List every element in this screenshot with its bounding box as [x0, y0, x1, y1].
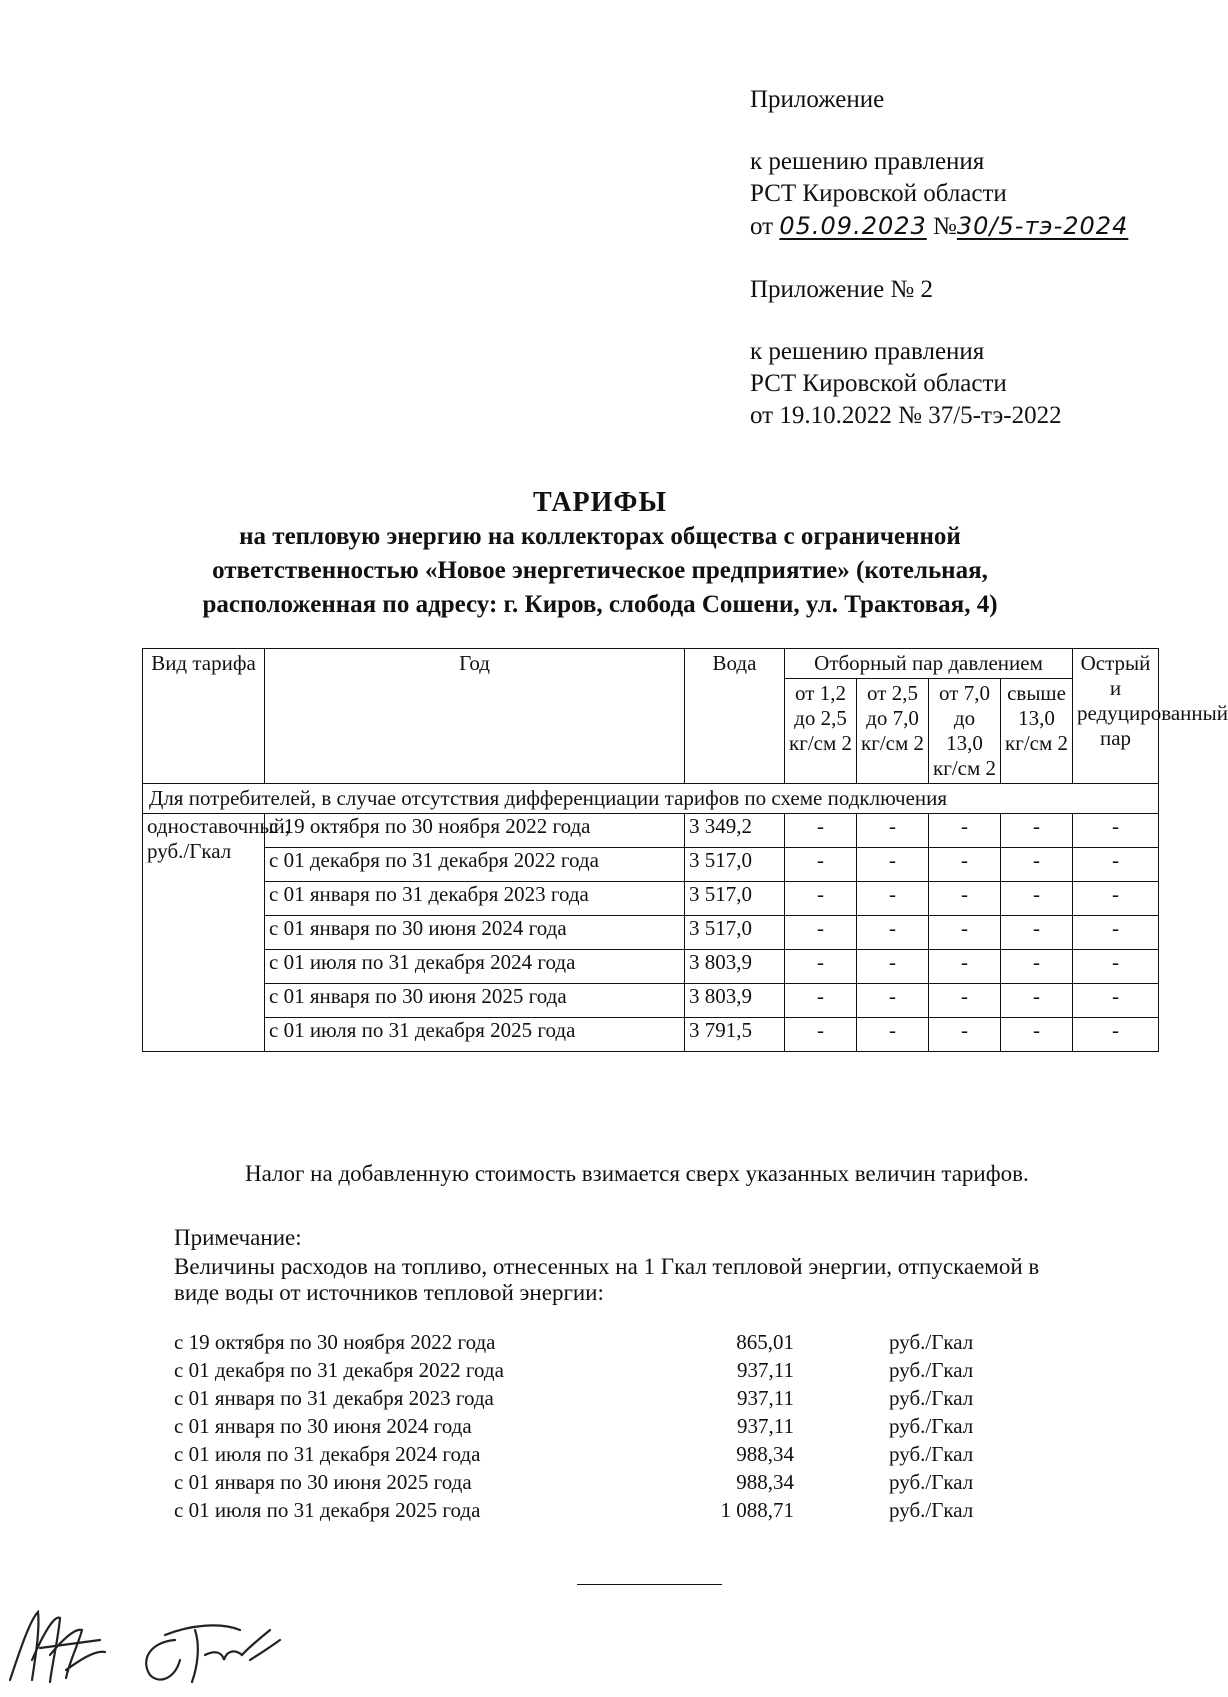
- steam3-cell: -: [929, 950, 1001, 984]
- fuel-value: 937,11: [737, 1414, 794, 1438]
- period-cell: с 01 января по 30 июня 2024 года: [265, 916, 685, 950]
- note-line-2: виде воды от источников тепловой энергии:: [174, 1280, 604, 1305]
- note-line-1: Величины расходов на топливо, отнесенных на 1 Гкал тепловой энергии, отпускаемой в: [174, 1254, 1040, 1279]
- table-row: [143, 916, 1159, 950]
- steam4-cell: -: [1001, 916, 1073, 950]
- fuel-value: 988,34: [736, 1442, 794, 1466]
- fuel-period: с 01 января по 31 декабря 2023 года: [174, 1386, 494, 1410]
- steam3-cell: -: [929, 916, 1001, 950]
- appendix-decision-line: к решению правления: [750, 148, 985, 175]
- period-cell: с 19 октября по 30 ноября 2022 года: [265, 814, 685, 848]
- title-line-2: ответственностью «Новое энергетическое предприятие» (котельная,: [212, 557, 988, 584]
- appendix2-authority-line: РСТ Кировской области: [750, 370, 1007, 397]
- water-cell: 3 803,9: [685, 950, 785, 984]
- steam3-cell: -: [929, 1018, 1001, 1052]
- sharp-cell: -: [1073, 950, 1159, 984]
- period-cell: с 01 января по 31 декабря 2023 года: [265, 882, 685, 916]
- title-line-3: расположенная по адресу: г. Киров, слобода Сошени, ул. Трактовая, 4): [202, 591, 998, 618]
- number-label: №: [933, 213, 957, 240]
- fuel-unit: руб./Гкал: [889, 1386, 974, 1410]
- steam2-cell: -: [857, 950, 929, 984]
- title-line-1: на тепловую энергию на коллекторах общества с ограниченной: [239, 523, 961, 550]
- header-year: Год: [265, 649, 685, 784]
- fuel-value: 1 088,71: [720, 1498, 794, 1522]
- section-label: Для потребителей, в случае отсутствия дифференциации тарифов по схеме подключения: [143, 784, 1159, 814]
- steam4-cell: -: [1001, 814, 1073, 848]
- fuel-period: с 19 октября по 30 ноября 2022 года: [174, 1330, 496, 1354]
- appendix2-date-line: от 19.10.2022 № 37/5-тэ-2022: [750, 402, 1062, 429]
- fuel-value: 937,11: [737, 1386, 794, 1410]
- header-steam-1: от 1,2 до 2,5 кг/см 2: [785, 679, 857, 784]
- header-tariff-kind: Вид тарифа: [143, 649, 265, 784]
- from-label: от: [750, 213, 774, 240]
- steam2-cell: -: [857, 814, 929, 848]
- steam3-cell: -: [929, 984, 1001, 1018]
- signature-image: [0, 1600, 300, 1690]
- fuel-period: с 01 июля по 31 декабря 2025 года: [174, 1498, 481, 1522]
- sharp-cell: -: [1073, 1018, 1159, 1052]
- fuel-period: с 01 января по 30 июня 2024 года: [174, 1414, 472, 1438]
- header-steam-4: свыше 13,0 кг/см 2: [1001, 679, 1073, 784]
- table-row: [143, 882, 1159, 916]
- fuel-unit: руб./Гкал: [889, 1470, 974, 1494]
- period-cell: с 01 января по 30 июня 2025 года: [265, 984, 685, 1018]
- fuel-value: 988,34: [736, 1470, 794, 1494]
- period-cell: с 01 июля по 31 декабря 2025 года: [265, 1018, 685, 1052]
- steam2-cell: -: [857, 1018, 929, 1052]
- water-cell: 3 349,2: [685, 814, 785, 848]
- fuel-value: 865,01: [736, 1330, 794, 1354]
- appendix-authority-line: РСТ Кировской области: [750, 180, 1007, 207]
- table-row: [143, 1018, 1159, 1052]
- steam4-cell: -: [1001, 984, 1073, 1018]
- fuel-unit: руб./Гкал: [889, 1498, 974, 1522]
- table-row: [143, 848, 1159, 882]
- steam1-cell: -: [785, 916, 857, 950]
- table-row: [143, 950, 1159, 984]
- handwritten-number: 30/5-тэ-2024: [956, 212, 1129, 240]
- sharp-cell: -: [1073, 848, 1159, 882]
- note-label: Примечание:: [174, 1225, 302, 1250]
- steam3-cell: -: [929, 848, 1001, 882]
- steam2-cell: -: [857, 984, 929, 1018]
- water-cell: 3 517,0: [685, 882, 785, 916]
- steam2-cell: -: [857, 882, 929, 916]
- header-selected-steam: Отборный пар давлением: [785, 649, 1073, 679]
- steam4-cell: -: [1001, 848, 1073, 882]
- fuel-period: с 01 января по 30 июня 2025 года: [174, 1470, 472, 1494]
- header-steam-2: от 2,5 до 7,0 кг/см 2: [857, 679, 929, 784]
- header-water: Вода: [685, 649, 785, 784]
- sharp-cell: -: [1073, 916, 1159, 950]
- steam2-cell: -: [857, 848, 929, 882]
- tariff-kind-cell: одноставочный, руб./Гкал: [143, 814, 265, 1052]
- water-cell: 3 517,0: [685, 916, 785, 950]
- title-main: ТАРИФЫ: [533, 487, 667, 518]
- water-cell: 3 791,5: [685, 1018, 785, 1052]
- fuel-unit: руб./Гкал: [889, 1358, 974, 1382]
- sharp-cell: -: [1073, 984, 1159, 1018]
- document-title: [150, 486, 1050, 622]
- water-cell: 3 517,0: [685, 848, 785, 882]
- steam4-cell: -: [1001, 1018, 1073, 1052]
- handwritten-date: 05.09.2023: [779, 212, 927, 240]
- steam1-cell: -: [785, 848, 857, 882]
- steam1-cell: -: [785, 984, 857, 1018]
- sharp-cell: -: [1073, 814, 1159, 848]
- appendix-date-line: [750, 210, 1128, 243]
- steam1-cell: -: [785, 950, 857, 984]
- fuel-unit: руб./Гкал: [889, 1330, 974, 1354]
- steam2-cell: -: [857, 916, 929, 950]
- water-cell: 3 803,9: [685, 984, 785, 1018]
- appendix2-title: Приложение № 2: [750, 276, 934, 303]
- vat-note: Налог на добавленную стоимость взимается сверх указанных величин тарифов.: [245, 1161, 1029, 1186]
- fuel-unit: руб./Гкал: [889, 1414, 974, 1438]
- fuel-unit: руб./Гкал: [889, 1442, 974, 1466]
- steam1-cell: -: [785, 1018, 857, 1052]
- steam1-cell: -: [785, 882, 857, 916]
- fuel-period: с 01 июля по 31 декабря 2024 года: [174, 1442, 481, 1466]
- period-cell: с 01 июля по 31 декабря 2024 года: [265, 950, 685, 984]
- header-steam-3: от 7,0 до 13,0 кг/см 2: [929, 679, 1001, 784]
- steam4-cell: -: [1001, 882, 1073, 916]
- appendix-title: Приложение: [750, 86, 885, 113]
- table-row: [143, 814, 1159, 848]
- steam1-cell: -: [785, 814, 857, 848]
- closing-divider: [577, 1584, 722, 1585]
- header-row: [143, 649, 1159, 679]
- header-sharp-steam: Острый и редуцированный пар: [1073, 649, 1159, 784]
- section-row: [143, 784, 1159, 814]
- period-cell: с 01 декабря по 31 декабря 2022 года: [265, 848, 685, 882]
- steam3-cell: -: [929, 814, 1001, 848]
- steam3-cell: -: [929, 882, 1001, 916]
- fuel-period: с 01 декабря по 31 декабря 2022 года: [174, 1358, 504, 1382]
- table-row: [143, 984, 1159, 1018]
- fuel-value: 937,11: [737, 1358, 794, 1382]
- tariff-table: [142, 648, 1228, 1052]
- steam4-cell: -: [1001, 950, 1073, 984]
- appendix2-decision-line: к решению правления: [750, 338, 985, 365]
- sharp-cell: -: [1073, 882, 1159, 916]
